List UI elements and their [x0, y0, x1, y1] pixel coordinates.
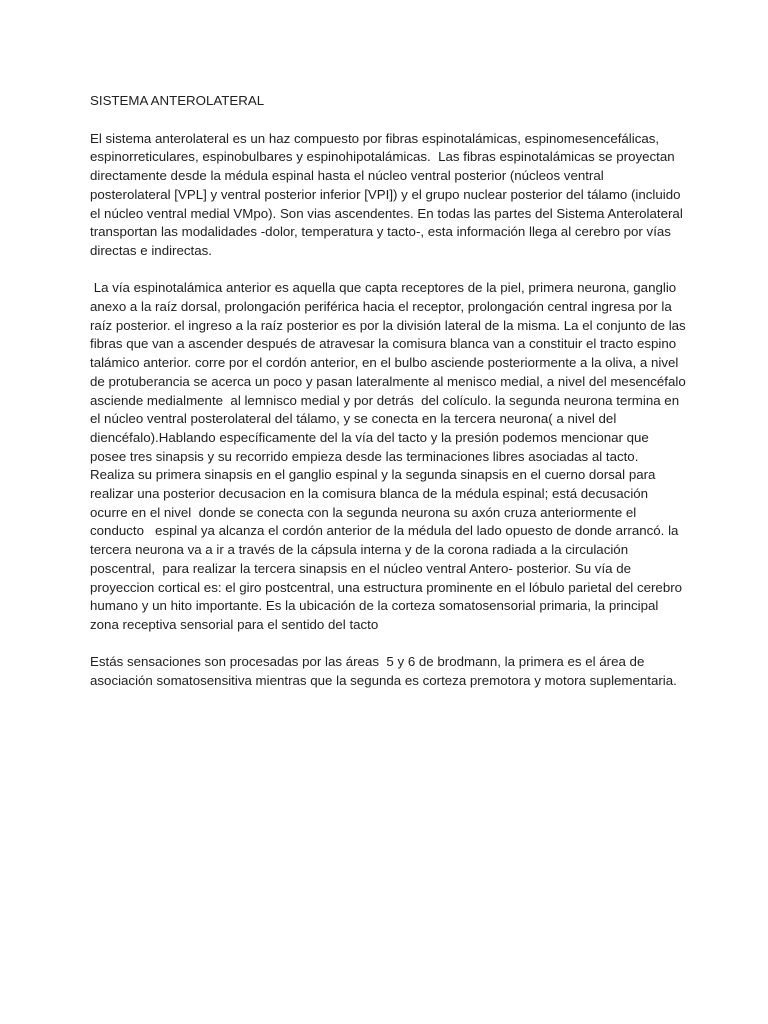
paragraph-intro: El sistema anterolateral es un haz compuesto por fibras espinotalámicas, espinomesencefálicas, espinorreticulares, espinobulbares y espinohipotalámicas. Las fibras espinotalámicas se proyectan directamente desde la médula espinal hasta el núcleo ventral posterior (núcleos ventral posterolateral [VPL] y ventral posterior inferior [VPI]) y el grupo nuclear posterior del tálamo (incluido el núcleo ventral medial VMpo). Son vias ascendentes. En todas las partes del Sistema Anterolateral transportan las modalidades -dolor, temperatura y tacto-, esta información llega al cerebro por vías directas e indirectas. — [90, 130, 691, 258]
paragraph-brodmann-areas: Estás sensaciones son procesadas por las áreas 5 y 6 de brodmann, la primera es el área de asociación somatosensitiva mientras que la segunda es corteza premotora y motora suplementaria. — [90, 654, 677, 689]
document-title: SISTEMA ANTEROLATERAL — [90, 93, 265, 108]
paragraph-spinothalamic-pathway: La vía espinotalámica anterior es aquella que capta receptores de la piel, primera neurona, ganglio anexo a la raíz dorsal, prolongación periférica hacia el receptor, prolongación central ingresa por la raíz posterior. el ingreso a la raíz posterior es por la división lateral de la misma. La el conjunto de las fibras que van a ascender después de atravesar la comisura blanca van a constituir el tracto espino talámico anterior. corre por el cordón anterior, en el bulbo asciende posteriormente a la oliva, a nivel de protuberancia se acerca un poco y pasan lateralmente al menisco medial, a nivel del mesencéfalo asciende medialmente al lemnisco medial y por detrás del colículo. la segunda neurona termina en el núcleo ventral posterolateral del tálamo, y se conecta en la tercera neurona( a nivel del diencéfalo).Hablando específicamente del la vía del tacto y la presión podemos mencionar que posee tres sinapsis y su recorrido empieza desde las terminaciones libres asociadas al tacto. Realiza su primera sinapsis en el ganglio espinal y la segunda sinapsis en el cuerno dorsal para realizar una posterior decusacion en la comisura blanca de la médula espinal; está decusación ocurre en el nivel donde se conecta con la segunda neurona su axón cruza anteriormente el conducto espinal ya alcanza el cordón anterior de la médula del lado opuesto de donde arrancó. la tercera neurona va a ir a través de la cápsula interna y de la corona radiada a la circulación poscentral, para realizar la tercera sinapsis en el núcleo ventral Antero- posterior. Su vía de proyeccion cortical es: el giro postcentral, una estructura prominente en el lóbulo parietal del cerebro humano y un hito importante. Es la ubicación de la corteza somatosensorial primaria, la principal zona receptiva sensorial para el sentido del tacto — [90, 280, 690, 632]
document-body — [90, 92, 691, 709]
